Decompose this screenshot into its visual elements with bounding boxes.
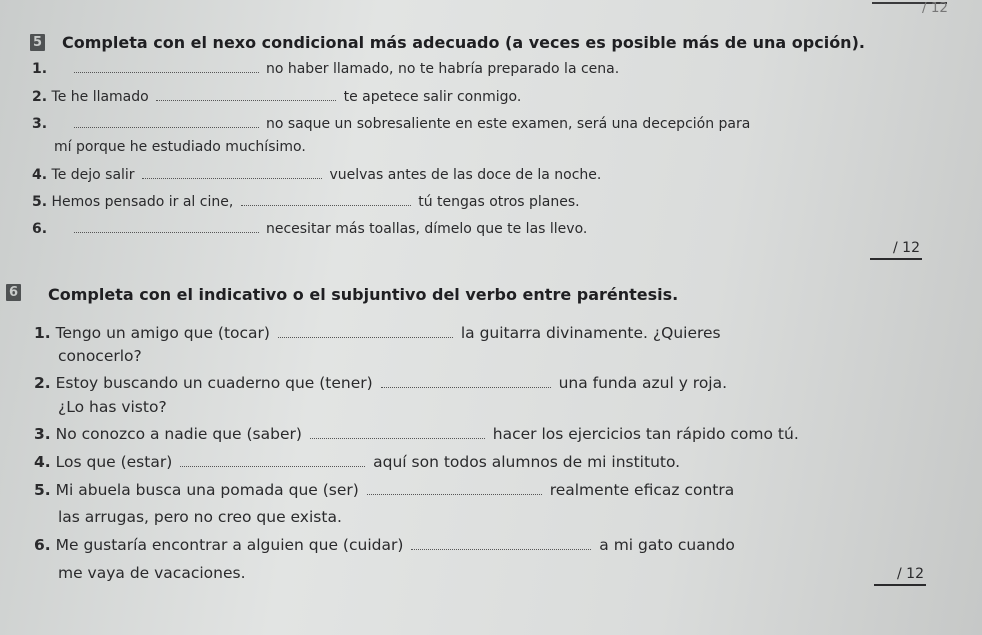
item-text: la guitarra divinamente. ¿Quieres — [460, 324, 721, 342]
item-text: Mi abuela busca una pomada que (ser) — [55, 481, 359, 499]
answer-blank[interactable] — [411, 548, 591, 550]
answer-blank[interactable] — [74, 231, 259, 233]
ex6-item-6-continuation: me vaya de vacaciones. — [58, 564, 246, 582]
item-text: tú tengas otros planes. — [418, 194, 580, 210]
item-number: 4. — [34, 453, 51, 471]
answer-blank[interactable] — [310, 437, 485, 439]
item-text: Estoy buscando un cuaderno que (tener) — [55, 374, 373, 392]
ex6-item-4 — [34, 455, 680, 471]
answer-blank[interactable] — [180, 465, 365, 467]
answer-blank[interactable] — [74, 126, 259, 128]
ex6-item-5-continuation: las arrugas, pero no creo que exista. — [58, 508, 342, 526]
ex6-item-2-continuation: ¿Lo has visto? — [58, 398, 167, 416]
item-text: necesitar más toallas, dímelo que te las llevo. — [265, 221, 588, 237]
item-text: una funda azul y roja. — [558, 374, 728, 392]
item-text: No conozco a nadie que (saber) — [55, 425, 302, 443]
item-text: a mi gato cuando — [599, 536, 735, 554]
item-text: te apetece salir conmigo. — [343, 89, 522, 105]
ex6-item-5 — [34, 483, 734, 499]
exercise-5-title: Completa con el nexo condicional más adecuado (a veces es posible más de una opción). — [62, 33, 865, 52]
ex5-item-6 — [32, 222, 587, 236]
exercise-5-badge: 5 — [30, 34, 45, 51]
ex5-item-1 — [32, 62, 619, 76]
item-text: no saque un sobresaliente en este examen, será una decepción para — [265, 116, 751, 132]
answer-blank[interactable] — [142, 177, 322, 179]
ex5-item-3 — [32, 117, 750, 131]
item-number: 5. — [34, 481, 51, 499]
ex6-item-3 — [34, 427, 799, 443]
item-text: no haber llamado, no te habría preparado la cena. — [265, 61, 620, 77]
answer-blank[interactable] — [156, 99, 336, 101]
item-number: 1. — [34, 324, 51, 342]
item-number: 2. — [34, 374, 51, 392]
item-number: 4. — [32, 167, 48, 183]
answer-blank[interactable] — [74, 71, 259, 73]
item-text: Tengo un amigo que (tocar) — [55, 324, 270, 342]
item-text: vuelvas antes de las doce de la noche. — [329, 167, 602, 183]
ex6-item-6 — [34, 538, 735, 554]
item-number: 6. — [32, 221, 48, 237]
ex5-score: / 12 — [870, 240, 922, 260]
item-number: 1. — [32, 61, 48, 77]
ex5-item-3-continuation: mí porque he estudiado muchísimo. — [54, 139, 306, 155]
ex6-item-1 — [34, 326, 721, 342]
item-text: realmente eficaz contra — [549, 481, 735, 499]
ex5-item-4 — [32, 168, 601, 182]
exercise-6-title: Completa con el indicativo o el subjuntivo del verbo entre paréntesis. — [48, 285, 679, 304]
item-text: Hemos pensado ir al cine, — [51, 194, 234, 210]
answer-blank[interactable] — [381, 386, 551, 388]
answer-blank[interactable] — [241, 204, 411, 206]
item-number: 3. — [34, 425, 51, 443]
ex5-item-2 — [32, 90, 521, 104]
ex6-score: / 12 — [874, 566, 926, 586]
item-text: Me gustaría encontrar a alguien que (cuidar) — [55, 536, 404, 554]
item-text: aquí son todos alumnos de mi instituto. — [373, 453, 681, 471]
answer-blank[interactable] — [278, 336, 453, 338]
top-score: / 12 — [922, 0, 949, 16]
ex6-item-2 — [34, 376, 727, 392]
ex5-item-5 — [32, 195, 580, 209]
item-number: 3. — [32, 116, 48, 132]
item-text: Los que (estar) — [55, 453, 173, 471]
answer-blank[interactable] — [367, 493, 542, 495]
item-text: Te dejo salir — [51, 167, 135, 183]
item-number: 5. — [32, 194, 48, 210]
exercise-6-badge: 6 — [6, 284, 21, 301]
item-text: hacer los ejercicios tan rápido como tú. — [492, 425, 799, 443]
item-number: 6. — [34, 536, 51, 554]
item-text: Te he llamado — [51, 89, 149, 105]
ex6-item-1-continuation: conocerlo? — [58, 347, 142, 365]
item-number: 2. — [32, 89, 48, 105]
